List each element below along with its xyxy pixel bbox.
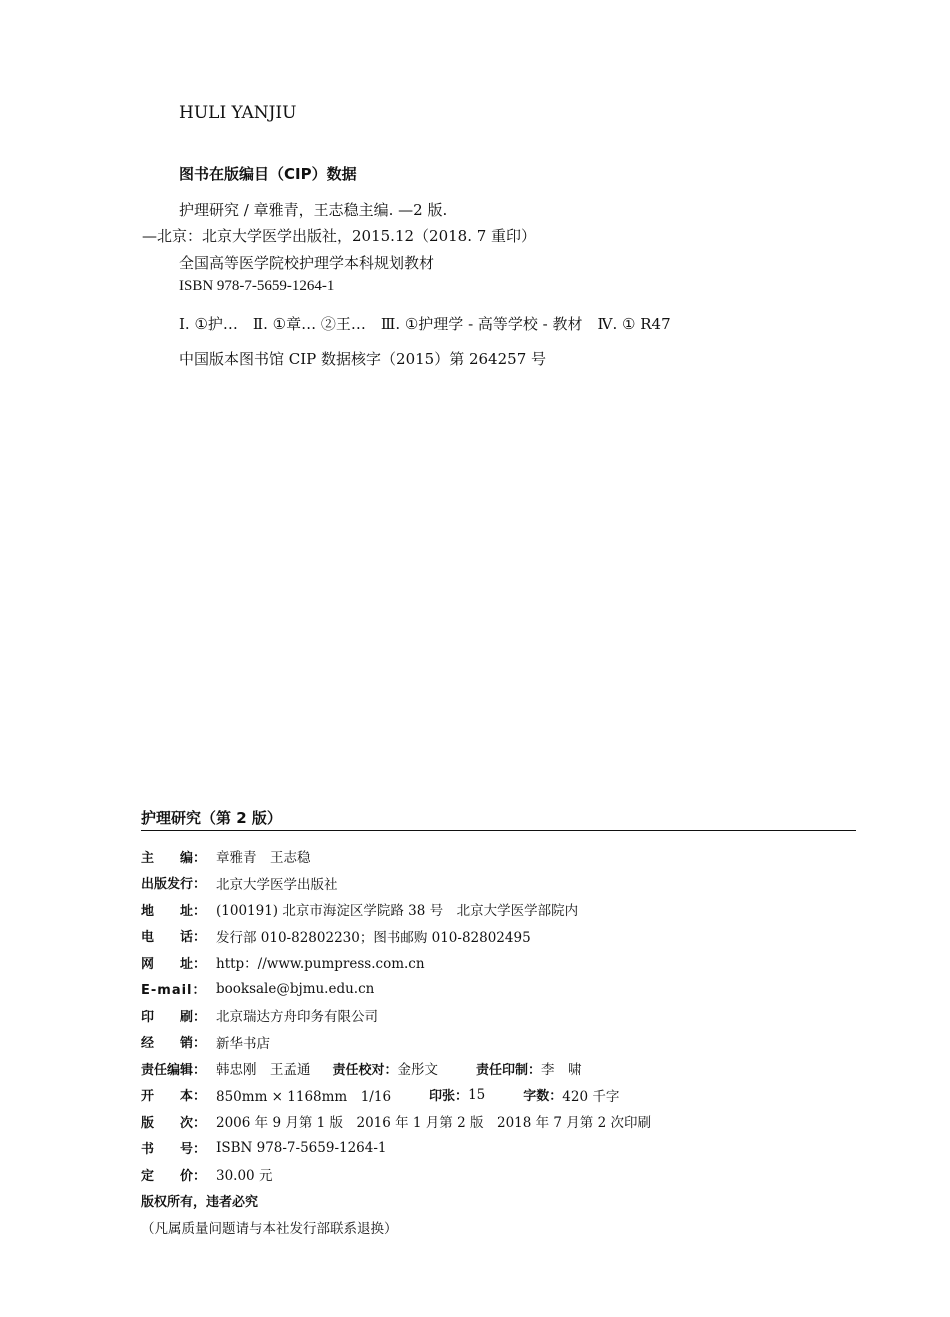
- copyright-notice: 版权所有，违者必究: [141, 1195, 259, 1211]
- responsible-editor-value: 韩忠刚 王孟通: [216, 1062, 311, 1079]
- colophon-row-isbn: [141, 1135, 856, 1162]
- colophon-row-address: [141, 896, 856, 923]
- colophon-row-printer: [141, 1002, 856, 1029]
- word-count-value: 420 千字: [562, 1088, 620, 1105]
- cip-title-line: 护理研究 / 章雅青，王志稳主编. —2 版.: [179, 201, 448, 219]
- print-supervisor-label: 责任印制：: [476, 1062, 542, 1078]
- responsible-editor-label: 责任编辑：: [141, 1062, 207, 1078]
- printer-label: 印 刷：: [141, 1009, 207, 1025]
- website-value: http：//www.pumpress.com.cn: [216, 956, 425, 973]
- printer-value: 北京瑞达方舟印务有限公司: [216, 1009, 378, 1026]
- isbn-label: 书 号：: [141, 1142, 207, 1158]
- colophon-row-edition: [141, 1108, 856, 1135]
- publisher-value: 北京大学医学出版社: [216, 876, 338, 893]
- distributor-value: 新华书店: [216, 1035, 270, 1052]
- price-value: 30.00 元: [216, 1168, 273, 1185]
- colophon-row-price: [141, 1161, 856, 1188]
- editor-value: 章雅青 王志稳: [216, 850, 311, 867]
- address-label: 地 址：: [141, 903, 207, 919]
- colophon-row-editor: [141, 843, 856, 870]
- address-value: (100191) 北京市海淀区学院路 38 号 北京大学医学部院内: [216, 903, 579, 920]
- edition-label: 版 次：: [141, 1115, 207, 1131]
- phone-value: 发行部 010-82802230；图书邮购 010-82802495: [216, 929, 531, 946]
- print-supervisor-value: 李 啸: [541, 1062, 582, 1079]
- colophon-row-website: [141, 949, 856, 976]
- isbn-value: ISBN 978-7-5659-1264-1: [216, 1139, 387, 1156]
- cip-heading: 图书在版编目（CIP）数据: [179, 165, 357, 183]
- editor-label: 主 编：: [141, 850, 207, 866]
- colophon-row-notice: [141, 1214, 856, 1241]
- colophon-row-format: [141, 1082, 856, 1109]
- proofreader-label: 责任校对：: [332, 1062, 398, 1078]
- sheets-value: 15: [468, 1086, 486, 1103]
- distributor-label: 经 销：: [141, 1036, 207, 1052]
- pinyin-title: HULI YANJIU: [179, 103, 297, 123]
- website-label: 网 址：: [141, 956, 207, 972]
- colophon: [141, 843, 856, 1241]
- phone-label: 电 话：: [141, 930, 207, 946]
- sheets-label: 印张：: [429, 1089, 469, 1105]
- cip-publisher-line: —北京：北京大学医学出版社，2015.12（2018. 7 重印）: [142, 227, 537, 245]
- cip-isbn-line: ISBN 978-7-5659-1264-1: [179, 278, 335, 294]
- edition-value: 2006 年 9 月第 1 版 2016 年 1 月第 2 版 2018 年 7 月第 2 次印刷: [216, 1115, 651, 1132]
- colophon-row-publisher: [141, 870, 856, 897]
- colophon-row-distributor: [141, 1029, 856, 1056]
- colophon-row-phone: [141, 923, 856, 950]
- cip-series-line: 全国高等医学院校护理学本科规划教材: [179, 254, 435, 272]
- email-value: booksale@bjmu.edu.cn: [216, 980, 375, 997]
- cip-subject-line: Ⅰ. ①护… Ⅱ. ①章… ②王… Ⅲ. ①护理学 - 高等学校 - 教材 Ⅳ. ① R47: [179, 315, 671, 333]
- colophon-row-copyright: [141, 1188, 856, 1215]
- colophon-row-staff: [141, 1055, 856, 1082]
- title-divider: [141, 830, 856, 831]
- return-notice: （凡属质量问题请与本社发行部联系退换）: [141, 1221, 398, 1238]
- book-title: 护理研究（第 2 版）: [141, 809, 282, 827]
- format-value: 850mm × 1168mm 1/16: [216, 1088, 392, 1105]
- format-label: 开 本：: [141, 1089, 207, 1105]
- proofreader-value: 金彤文: [397, 1062, 439, 1079]
- colophon-row-email: [141, 976, 856, 1003]
- publisher-label: 出版发行：: [141, 877, 207, 893]
- email-label: E-mail：: [141, 983, 207, 999]
- cip-record-line: 中国版本图书馆 CIP 数据核字（2015）第 264257 号: [179, 350, 547, 368]
- price-label: 定 价：: [141, 1168, 207, 1184]
- word-count-label: 字数：: [523, 1089, 563, 1105]
